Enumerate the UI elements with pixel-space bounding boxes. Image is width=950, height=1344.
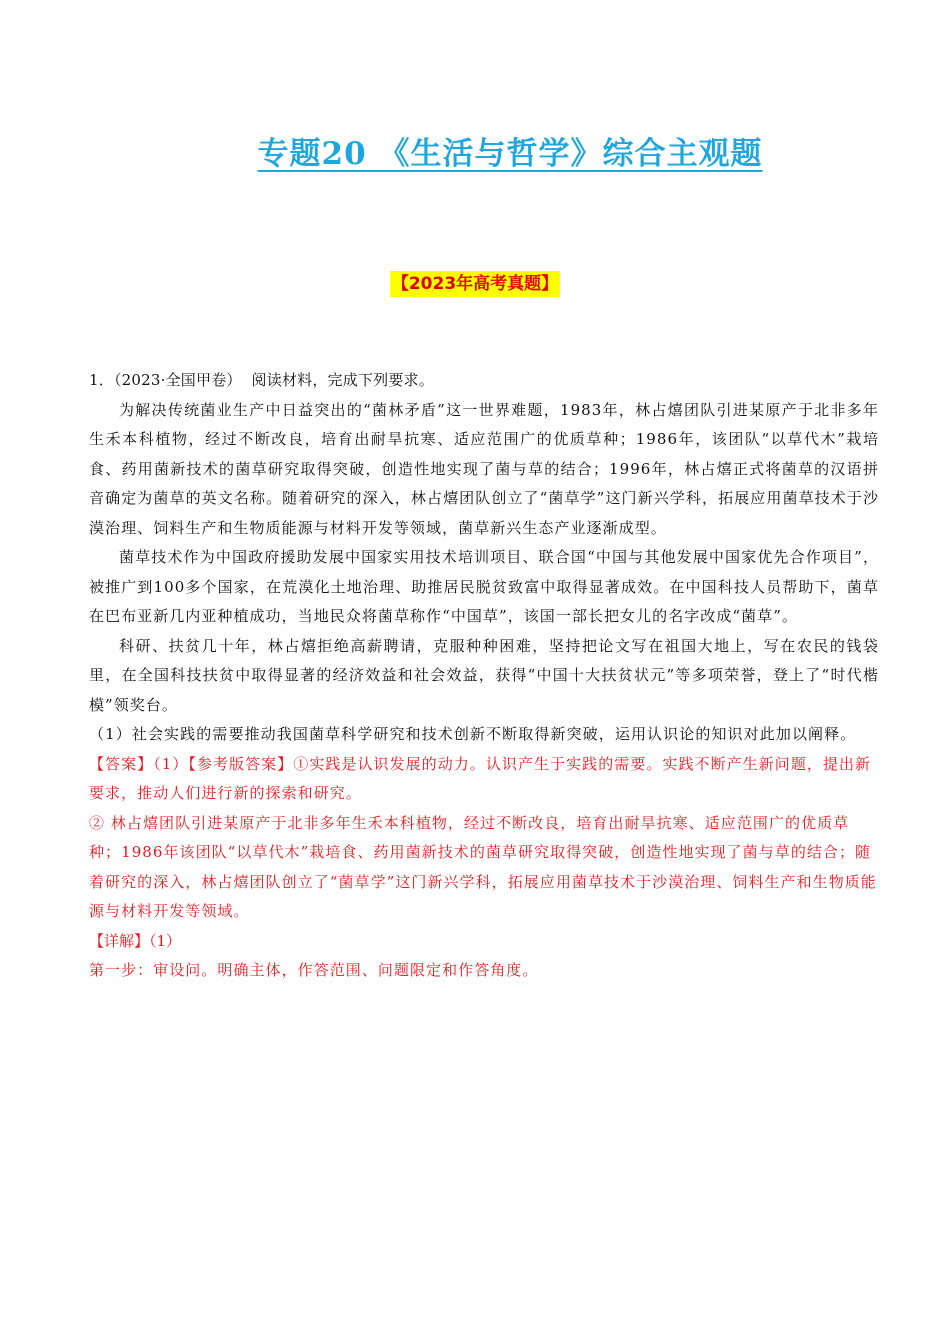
explanation-step-1: 第一步：审设问。明确主体，作答范围、问题限定和作答角度。: [89, 961, 539, 979]
section-label: 【2023年高考真题】: [390, 271, 560, 297]
question-content: [89, 366, 879, 986]
answer-block: [89, 750, 879, 809]
material-paragraph-2: 菌草技术作为中国政府援助发展中国家实用技术培训项目、联合国“中国与其他发展中国家优先合作项目”，被推广到100多个国家，在荒漠化土地治理、助推居民脱贫致富中取得显著成效。在中国科技人员帮助下，菌草在巴布亚新几内亚种植成功，当地民众将菌草称作“中国草”，该国一部长把女儿的名字改成“菌草”。: [89, 548, 879, 625]
answer-point-2: ② 林占熺团队引进某原产于北非多年生禾本科植物，经过不断改良，培育出耐旱抗寒、适应范围广的优质草种；1986年该团队“以草代木”栽培食、药用菌新技术的菌草研究取得突破，创造性地实现了菌与草的结合；随着研究的深入，林占熺团队创立了“菌草学”这门新兴学科，拓展应用菌草技术于沙漠治理、饲料生产和生物质能源与材料开发等领域。: [89, 813, 877, 920]
explanation-part: （1）: [149, 931, 182, 950]
answer-point-1: ①实践是认识发展的动力。认识产生于实践的需要。实践不断产生新问题，提出新要求，推动人们进行新的探索和研究。: [89, 754, 872, 802]
sub-question-1: （1）社会实践的需要推动我国菌草科学研究和技术创新不断取得新突破，运用认识论的知识对此加以阐释。: [89, 725, 857, 743]
question-source: （2023·全国甲卷）: [113, 371, 242, 389]
answer-part: （1）: [153, 754, 189, 773]
explanation-label: 【详解】: [89, 931, 150, 950]
answer-ref-label: 【参考版答案】: [188, 754, 294, 773]
material-paragraph-1: 为解决传统菌业生产中日益突出的“菌林矛盾”这一世界难题，1983年，林占熺团队引进某原产于北非多年生禾本科植物，经过不断改良，培育出耐旱抗寒、适应范围广的优质草种；1986年，该团队“以草代木”栽培食、药用菌新技术的菌草研究取得突破，创造性地实现了菌与草的结合；1996年，林占熺正式将菌草的汉语拼音确定为菌草的英文名称。随着研究的深入，林占熺团队创立了“菌草学”这门新兴学科，拓展应用菌草技术于沙漠治理、饲料生产和生物质能源与材料开发等领域，菌草新兴生态产业逐渐成型。: [89, 400, 879, 537]
answer-label: 【答案】: [89, 754, 154, 773]
question-instruction: 阅读材料，完成下列要求。: [251, 371, 434, 389]
section-header: [0, 271, 950, 297]
page-title: 专题20 《生活与哲学》综合主观题: [257, 136, 763, 172]
material-paragraph-3: 科研、扶贫几十年，林占熺拒绝高薪聘请，克服种种困难，坚持把论文写在祖国大地上，写在农民的钱袋里，在全国科技扶贫中取得显著的经济效益和社会效益，获得“中国十大扶贫状元”等多项荣誉，登上了“时代楷模”领奖台。: [89, 636, 879, 714]
question-heading: [89, 366, 879, 396]
question-number: 1．: [89, 371, 114, 389]
explanation-heading: [89, 927, 879, 957]
